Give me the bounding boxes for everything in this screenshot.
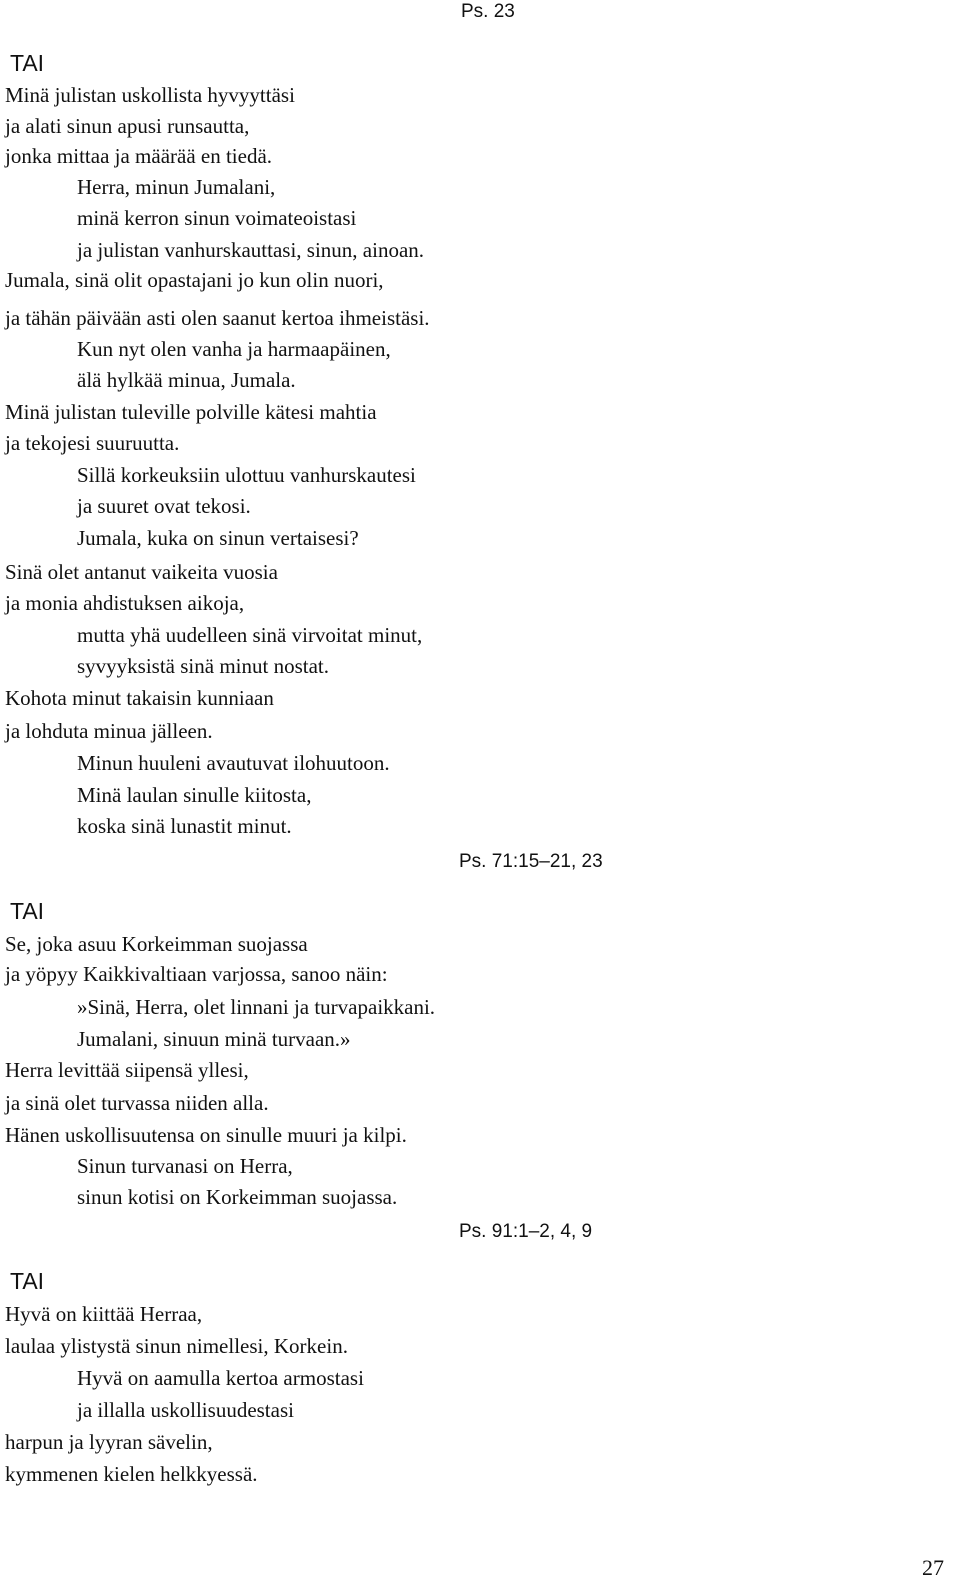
verse-line: koska sinä lunastit minut.: [77, 814, 292, 838]
verse-line: »Sinä, Herra, olet linnani ja turvapaikkani.: [77, 995, 436, 1019]
verse-line: mutta yhä uudelleen sinä virvoitat minut,: [77, 623, 423, 647]
verse-line: harpun ja lyyran sävelin,: [5, 1430, 213, 1454]
verse-line: ja illalla uskollisuudestasi: [77, 1398, 294, 1422]
verse-line: jonka mittaa ja määrää en tiedä.: [5, 144, 273, 168]
verse-line: Hyvä on kiittää Herraa,: [5, 1302, 203, 1326]
section-heading: TAI: [10, 50, 45, 76]
verse-line: ja yöpyy Kaikkivaltiaan varjossa, sanoo näin:: [5, 962, 388, 986]
verse-line: ja monia ahdistuksen aikoja,: [5, 591, 245, 615]
verse-line: laulaa ylistystä sinun nimellesi, Korkein.: [5, 1334, 348, 1358]
verse-line: sinun kotisi on Korkeimman suojassa.: [77, 1185, 398, 1209]
verse-line: Sinun turvanasi on Herra,: [77, 1154, 293, 1178]
section-heading: TAI: [10, 898, 45, 924]
verse-line: Kohota minut takaisin kunniaan: [5, 686, 274, 710]
verse-line: ja tähän päivään asti olen saanut kertoa ihmeistäsi.: [5, 306, 430, 330]
verse-line: Jumalani, sinuun minä turvaan.»: [77, 1027, 351, 1051]
verse-line: Minä julistan tuleville polville kätesi mahtia: [5, 400, 377, 424]
verse-line: Se, joka asuu Korkeimman suojassa: [5, 932, 308, 956]
scripture-reference: Ps. 71:15–21, 23: [459, 851, 603, 872]
verse-line: ja suuret ovat tekosi.: [77, 494, 251, 518]
verse-line: ja alati sinun apusi runsautta,: [5, 114, 250, 138]
verse-line: Minun huuleni avautuvat ilohuutoon.: [77, 751, 390, 775]
verse-line: Hänen uskollisuutensa on sinulle muuri ja kilpi.: [5, 1123, 407, 1147]
verse-line: Sillä korkeuksiin ulottuu vanhurskautesi: [77, 463, 416, 487]
verse-line: minä kerron sinun voimateoistasi: [77, 206, 357, 230]
verse-line: ja tekojesi suuruutta.: [5, 431, 180, 455]
verse-line: Hyvä on aamulla kertoa armostasi: [77, 1366, 364, 1390]
verse-line: ja julistan vanhurskauttasi, sinun, ainoan.: [77, 238, 425, 262]
verse-line: ja lohduta minua jälleen.: [5, 719, 213, 743]
verse-line: Kun nyt olen vanha ja harmaapäinen,: [77, 337, 391, 361]
verse-line: Sinä olet antanut vaikeita vuosia: [5, 560, 278, 584]
section-heading: TAI: [10, 1268, 45, 1294]
verse-line: Herra, minun Jumalani,: [77, 175, 276, 199]
verse-line: älä hylkää minua, Jumala.: [77, 368, 296, 392]
verse-line: Minä julistan uskollista hyvyyttäsi: [5, 83, 295, 107]
verse-line: kymmenen kielen helkkyessä.: [5, 1462, 258, 1486]
running-reference: Ps. 23: [461, 1, 515, 22]
page-number: 27: [922, 1555, 944, 1580]
verse-line: ja sinä olet turvassa niiden alla.: [5, 1091, 269, 1115]
verse-line: Jumala, kuka on sinun vertaisesi?: [77, 526, 359, 550]
scripture-reference: Ps. 91:1–2, 4, 9: [459, 1221, 593, 1242]
verse-line: Jumala, sinä olit opastajani jo kun olin nuori,: [5, 268, 384, 292]
verse-line: Minä laulan sinulle kiitosta,: [77, 783, 312, 807]
verse-line: syvyyksistä sinä minut nostat.: [77, 654, 329, 678]
verse-line: Herra levittää siipensä yllesi,: [5, 1058, 249, 1082]
